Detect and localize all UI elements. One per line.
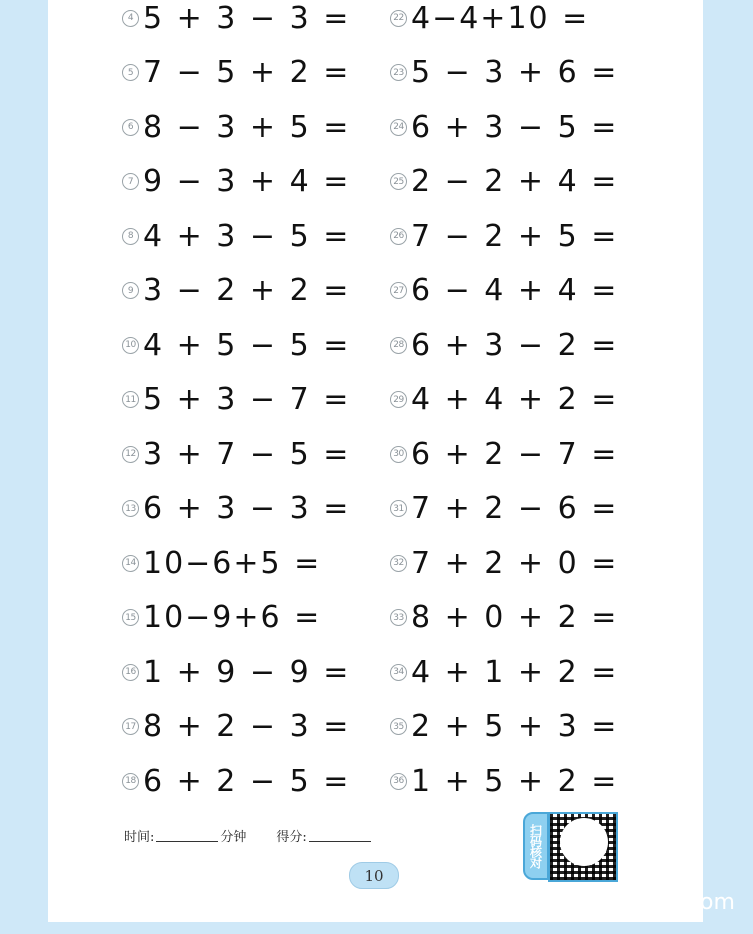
problem-number: 35 [390,718,407,735]
problem-row [122,489,350,529]
problem-row [390,107,618,147]
minutes-label: 分钟 [220,830,247,845]
problem-expression: 7 − 5 + 2 = [143,55,351,90]
problem-number: 25 [390,173,407,190]
problem-expression: 4 + 4 + 2 = [411,382,619,417]
problem-row [390,380,618,420]
problem-number: 4 [122,10,139,27]
page-number: 10 [349,862,399,889]
problem-number: 18 [122,773,139,790]
scan-to-check-label: 扫码核对 [523,812,549,880]
footer-record [124,826,373,845]
problem-expression: 7 − 2 + 5 = [411,218,619,254]
problem-number: 30 [390,446,407,463]
problem-number: 15 [122,609,139,626]
problem-number: 24 [390,119,407,136]
problem-row [390,543,618,583]
problem-row [122,543,321,583]
problem-number: 32 [390,555,407,572]
problem-row [122,107,350,147]
problem-row [122,162,350,202]
problem-number: 34 [390,664,407,681]
problem-row [390,761,618,801]
problem-expression: 4 + 1 + 2 = [411,654,619,690]
problem-row [390,434,618,474]
problem-expression: 4−4+10 = [411,0,590,36]
problem-row [390,162,618,202]
problem-expression: 5 + 3 − 3 = [143,0,351,36]
problem-expression: 10−6+5 = [143,545,322,581]
problem-number: 17 [122,718,139,735]
score-label: 得分: [276,830,307,845]
problem-expression: 8 − 3 + 5 = [143,109,351,145]
problem-row [390,325,618,365]
problem-row [122,652,350,692]
problem-expression: 5 + 3 − 7 = [143,382,351,417]
problem-expression: 6 + 2 − 5 = [143,763,351,799]
problem-expression: 4 + 3 − 5 = [143,218,351,254]
problem-expression: 6 − 4 + 4 = [411,273,619,308]
problem-expression: 1 + 5 + 2 = [411,763,619,799]
problem-number: 6 [122,119,139,136]
problem-number: 33 [390,609,407,626]
qr-center-mark [560,818,608,866]
problem-expression: 6 + 3 − 2 = [411,327,619,363]
problem-expression: 2 − 2 + 4 = [411,164,619,199]
problem-expression: 6 + 3 − 5 = [411,109,619,145]
problem-number: 23 [390,64,407,81]
problem-row [122,271,350,311]
problem-expression: 3 − 2 + 2 = [143,273,351,308]
problem-number: 5 [122,64,139,81]
problem-row [390,707,618,747]
problem-row [390,216,618,256]
problem-expression: 2 + 5 + 3 = [411,709,619,744]
problem-number: 7 [122,173,139,190]
problem-expression: 7 + 2 − 6 = [411,491,619,526]
problem-number: 16 [122,664,139,681]
problem-expression: 3 + 7 − 5 = [143,436,351,472]
problem-number: 29 [390,391,407,408]
problem-row [122,325,350,365]
problem-number: 26 [390,228,407,245]
problem-expression: 7 + 2 + 0 = [411,545,619,581]
problem-row [122,434,350,474]
problem-expression: 4 + 5 − 5 = [143,327,351,363]
problem-row [390,489,618,529]
score-blank[interactable] [309,829,371,842]
problem-row [122,216,350,256]
problem-expression: 8 + 0 + 2 = [411,600,619,635]
problem-number: 27 [390,282,407,299]
problem-number: 8 [122,228,139,245]
problem-row [390,0,589,38]
time-blank[interactable] [156,829,218,842]
problem-number: 28 [390,337,407,354]
problem-row [390,598,618,638]
problem-row [122,0,350,38]
problem-expression: 6 + 3 − 3 = [143,491,351,526]
problem-row [122,761,350,801]
problem-number: 14 [122,555,139,572]
problem-expression: 10−9+6 = [143,600,322,635]
problem-row [122,598,321,638]
time-label: 时间: [124,830,155,845]
problem-row [122,53,350,93]
problem-number: 12 [122,446,139,463]
problem-number: 9 [122,282,139,299]
problem-number: 22 [390,10,407,27]
problem-row [122,707,350,747]
problem-number: 31 [390,500,407,517]
problem-expression: 6 + 2 − 7 = [411,436,619,472]
problem-row [390,53,618,93]
problem-row [390,652,618,692]
problem-row [122,380,350,420]
problem-expression: 1 + 9 − 9 = [143,654,351,690]
worksheet-page [48,0,703,922]
problem-number: 10 [122,337,139,354]
problem-number: 11 [122,391,139,408]
problem-expression: 9 − 3 + 4 = [143,164,351,199]
problem-expression: 8 + 2 − 3 = [143,709,351,744]
problem-row [390,271,618,311]
watermark-text: om [700,890,735,915]
problem-number: 36 [390,773,407,790]
problem-number: 13 [122,500,139,517]
problem-expression: 5 − 3 + 6 = [411,55,619,90]
